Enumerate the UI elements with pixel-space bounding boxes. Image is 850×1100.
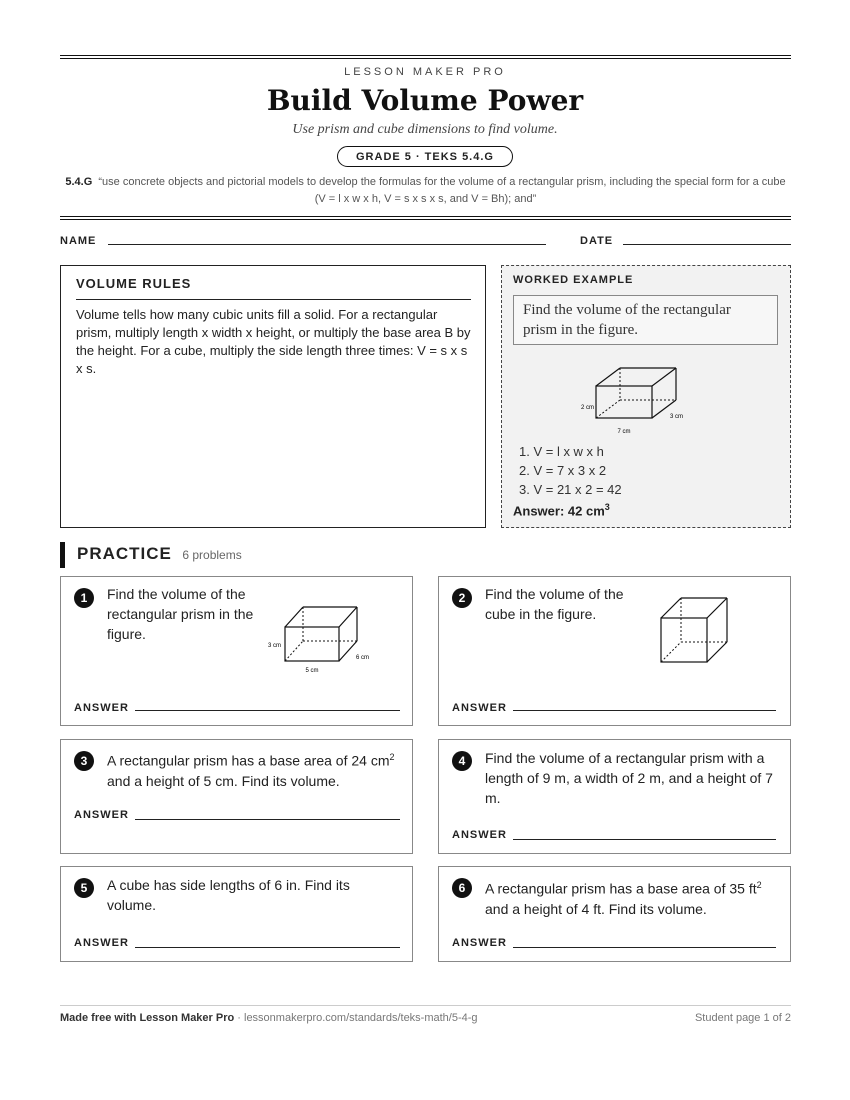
problem-number: 3	[74, 751, 94, 771]
problem-card-1	[60, 576, 413, 726]
problem-text	[485, 875, 775, 919]
worked-step: 1. V = l x w x h	[519, 444, 604, 459]
problem-number: 1	[74, 588, 94, 608]
worked-answer-text: Answer: 42 cm	[513, 503, 605, 519]
worked-example-heading: WORKED EXAMPLE	[513, 274, 634, 286]
practice-header	[60, 542, 242, 568]
standard-code: 5.4.G	[65, 176, 93, 188]
problem-number: 4	[452, 751, 472, 771]
answer-label: ANSWER	[452, 829, 507, 841]
worked-height-label: 2 cm	[580, 405, 594, 411]
problem-card-3	[60, 739, 413, 854]
problem-text	[107, 747, 397, 791]
worked-example-prism-figure	[502, 362, 792, 442]
name-field[interactable]	[108, 244, 546, 245]
problem-1-height-label: 3 cm	[267, 643, 281, 649]
problem-text-part: A rectangular prism has a base area of 24 cm	[107, 752, 390, 769]
problem-card-6	[438, 866, 791, 962]
page-subtitle: Use prism and cube dimensions to find volume.	[292, 122, 558, 137]
problem-text: A cube has side lengths of 6 in. Find its volume.	[107, 877, 350, 913]
brand-name: LESSON MAKER PRO	[344, 66, 506, 78]
worked-example-prompt: Find the volume of the rectangular prism in the figure.	[513, 295, 778, 345]
header-bottom-rule	[60, 216, 791, 220]
grade-badge: GRADE 5 · TEKS 5.4.G	[337, 146, 513, 167]
problem-1-prism-figure	[261, 597, 391, 677]
worked-width-label: 3 cm	[670, 414, 684, 420]
name-date-row	[60, 233, 791, 249]
answer-field[interactable]	[513, 839, 776, 840]
name-label: NAME	[60, 235, 97, 247]
problem-number: 6	[452, 878, 472, 898]
answer-label: ANSWER	[452, 702, 507, 714]
worked-example-box	[501, 265, 791, 528]
problem-number: 5	[74, 878, 94, 898]
volume-rules-box	[60, 265, 486, 528]
problem-1-width-label: 6 cm	[356, 655, 370, 661]
problem-1-length-label: 5 cm	[305, 668, 319, 674]
top-rule	[60, 55, 791, 59]
answer-label: ANSWER	[74, 937, 129, 949]
problem-2-cube-figure	[649, 592, 749, 672]
practice-heading: PRACTICE	[77, 544, 172, 563]
worked-example-answer	[513, 502, 610, 518]
date-label: DATE	[580, 235, 614, 247]
answer-field[interactable]	[513, 947, 776, 948]
worked-answer-exponent: 3	[604, 502, 610, 512]
worked-step: 2. V = 7 x 3 x 2	[519, 463, 607, 478]
answer-field[interactable]	[513, 710, 776, 711]
problem-text-part: and a height of 5 cm. Find its volume.	[107, 772, 340, 789]
date-field[interactable]	[623, 244, 791, 245]
volume-rules-body: Volume tells how many cubic units fill a solid. For a rectangular prism, multiply length x width x height, or multiply the base area B by the height. For a cube, multiply the side length three times: V = s x s x s.	[76, 307, 471, 376]
footer-url: · lessonmakerpro.com/standards/teks-math/5-4-g	[234, 1012, 478, 1024]
worked-example-steps	[519, 442, 622, 499]
answer-label: ANSWER	[74, 809, 129, 821]
problem-text: Find the volume of the cube in the figure.	[485, 586, 624, 622]
problem-card-5	[60, 866, 413, 962]
page-title: Build Volume Power	[266, 84, 584, 117]
problem-text: Find the volume of the rectangular prism in the figure.	[107, 586, 254, 642]
standard-description	[60, 174, 791, 208]
problem-text-part: and a height of 4 ft. Find its volume.	[485, 900, 707, 917]
answer-label: ANSWER	[452, 937, 507, 949]
volume-rules-heading: VOLUME RULES	[76, 276, 192, 291]
answer-field[interactable]	[135, 710, 400, 711]
footer-made-with: Made free with Lesson Maker Pro	[60, 1012, 235, 1024]
page-footer	[60, 1005, 791, 1024]
worked-step: 3. V = 21 x 2 = 42	[519, 482, 622, 497]
answer-field[interactable]	[135, 819, 400, 820]
practice-count: 6 problems	[182, 548, 242, 562]
footer-page-number: Student page 1 of 2	[694, 1012, 791, 1024]
problem-card-4	[438, 739, 791, 854]
problem-number: 2	[452, 588, 472, 608]
answer-field[interactable]	[135, 947, 400, 948]
problem-exponent: 2	[756, 880, 762, 890]
problem-text-part: A rectangular prism has a base area of 35 ft	[485, 880, 757, 897]
worked-length-label: 7 cm	[617, 429, 631, 435]
heading-underline	[76, 299, 471, 300]
standard-text: “use concrete objects and pictorial models to develop the formulas for the volume of a rectangular prism, including the special form for a cube (V = l x w x h, V = s x s x s, and V = Bh); and”	[98, 176, 786, 205]
problem-card-2	[438, 576, 791, 726]
problem-exponent: 2	[389, 752, 395, 762]
answer-label: ANSWER	[74, 702, 129, 714]
problem-text: Find the volume of a rectangular prism with a length of 9 m, a width of 2 m, and a height of 7 m.	[485, 750, 773, 806]
